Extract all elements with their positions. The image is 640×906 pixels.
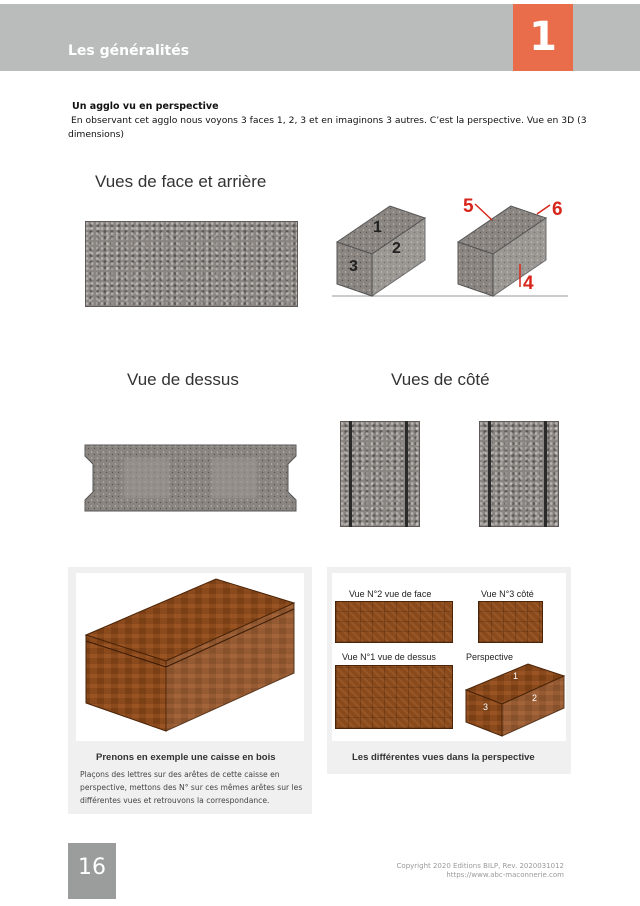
chapter-title: Les généralités [68, 43, 190, 59]
front-back-views-title: Vues de face et arrière [95, 172, 267, 191]
top-view-block [84, 444, 297, 512]
top-view-label: Vue N°1 vue de dessus [342, 652, 436, 662]
side-view-wood [478, 601, 543, 643]
copyright-text: Copyright 2020 Editions BILP, Rev. 2020031012 [396, 862, 564, 870]
face-label-1: 1 [373, 219, 382, 236]
face-label-6: 6 [552, 199, 563, 220]
face-label-5: 5 [463, 196, 474, 217]
face-label-3: 3 [349, 258, 358, 275]
persp-number-3: 3 [483, 702, 489, 712]
views-caption: Les différentes vues dans la perspective [352, 752, 535, 763]
side-view-groove [488, 421, 491, 527]
wooden-box-caption: Prenons en exemple une caisse en bois [96, 752, 276, 763]
face-label-2: 2 [392, 240, 401, 257]
top-view-title: Vue de dessus [127, 370, 239, 389]
front-view-block [85, 221, 298, 307]
side-view-block-left [340, 421, 420, 527]
side-view-groove [349, 421, 352, 527]
side-view-groove [544, 421, 547, 527]
wooden-box-image [76, 573, 304, 741]
side-views-title: Vues de côté [391, 370, 490, 389]
top-view-wood [335, 665, 453, 729]
front-view-wood [335, 601, 453, 643]
intro-paragraph: En observant cet agglo nous voyons 3 faces 1, 2, 3 et en imaginons 3 autres. C’est la perspective. Vue en 3D (3 dimensions) [68, 115, 587, 140]
front-view-label: Vue N°2 vue de face [349, 589, 432, 599]
perspective-label: Perspective [466, 652, 514, 662]
page-number: 16 [68, 843, 116, 899]
persp-number-2: 2 [532, 693, 538, 703]
website-text: https://www.abc-maconnerie.com [446, 871, 564, 879]
wooden-box-description: Plaçons des lettres sur des arêtes de cette caisse en perspective, mettons des N° sur ces mêmes arêtes sur les différentes vues et retrouvons la correspondance. [80, 770, 303, 805]
side-view-label: Vue N°3 côté [481, 589, 534, 599]
perspective-blocks-figure [332, 192, 572, 302]
face-label-4: 4 [523, 273, 534, 294]
section-heading: Un agglo vu en perspective [72, 101, 219, 112]
side-view-groove [405, 421, 408, 527]
persp-number-1: 1 [513, 671, 519, 681]
footer-copyright [397, 862, 564, 880]
chapter-number: 1 [513, 4, 573, 71]
side-view-block-right [479, 421, 559, 527]
